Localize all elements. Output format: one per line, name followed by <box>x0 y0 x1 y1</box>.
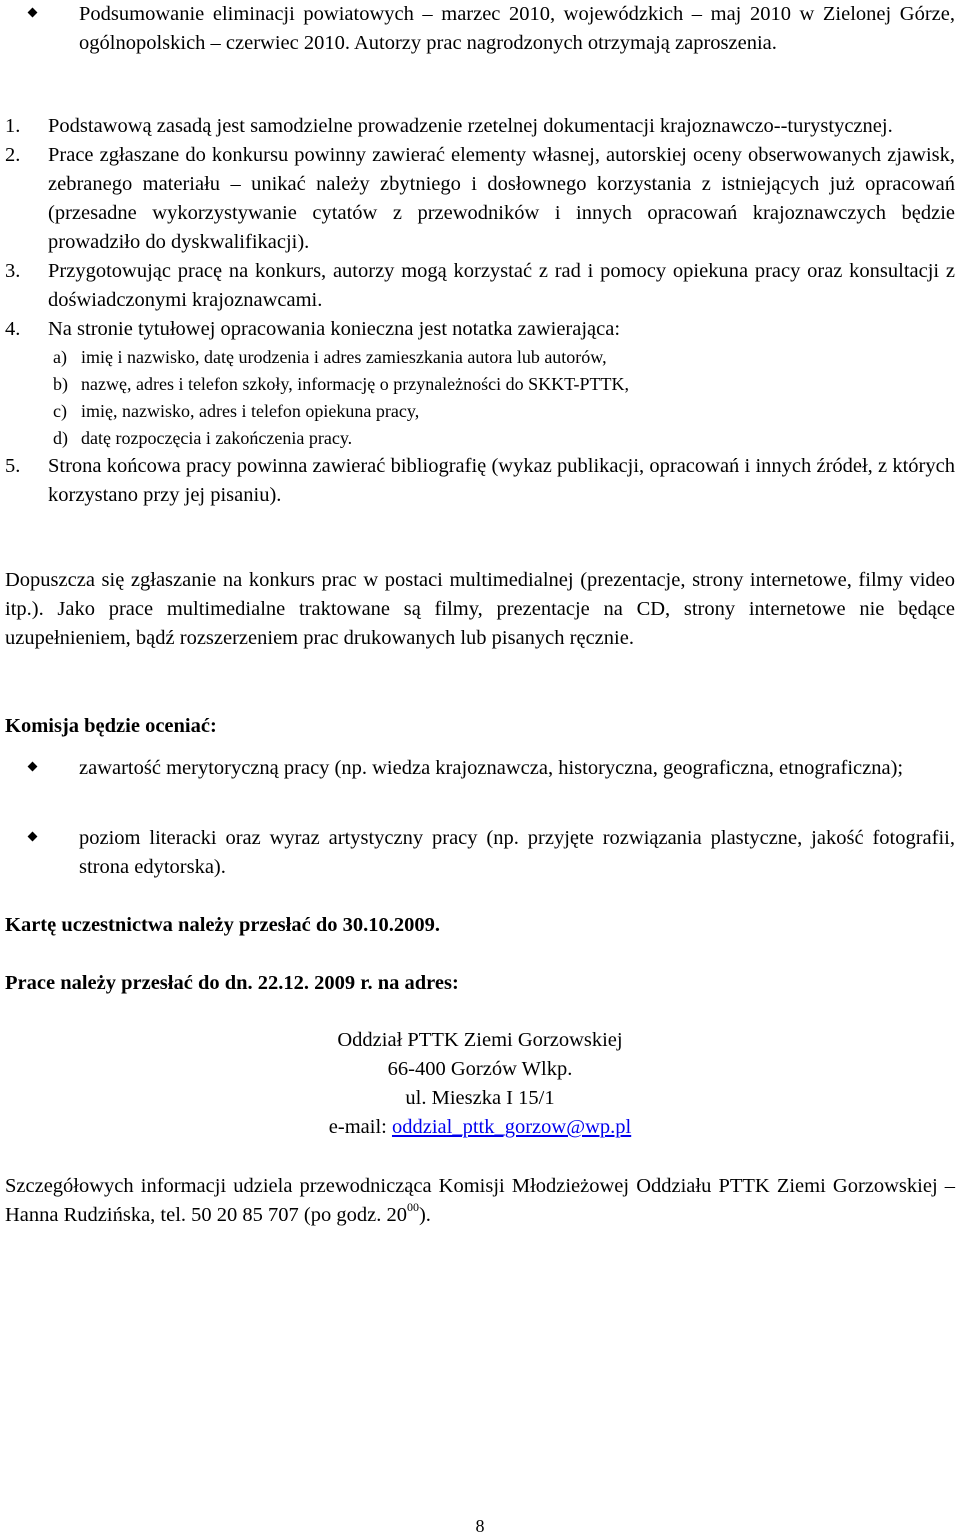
rule-item-5 <box>5 452 955 510</box>
address-email-line <box>5 1113 955 1142</box>
contact-paragraph <box>5 1172 955 1230</box>
sub-letter: a) <box>53 347 67 367</box>
diamond-bullet-icon <box>28 832 38 842</box>
sub-text: nazwę, adres i telefon szkoły, informację o przynależności do SKKT-PTTK, <box>81 374 629 394</box>
email-label: e-mail: <box>328 1116 392 1138</box>
sub-letter: c) <box>53 401 67 421</box>
sub-text: imię i nazwisko, datę urodzenia i adres zamieszkania autora lub autorów, <box>81 347 607 367</box>
commission-item-2 <box>5 824 955 882</box>
sub-text: imię, nazwisko, adres i telefon opiekuna pracy, <box>81 401 420 421</box>
rule-number: 5. <box>5 455 21 477</box>
sub-letter: d) <box>53 428 68 448</box>
rule-4-item-d <box>5 425 955 452</box>
diamond-bullet-icon <box>28 8 38 18</box>
page-number: 8 <box>475 1516 485 1536</box>
commission-item-1 <box>5 754 955 783</box>
rule-4-item-b <box>5 371 955 398</box>
rule-item-2 <box>5 141 955 257</box>
rule-4-item-a <box>5 344 955 371</box>
rule-4-item-c <box>5 398 955 425</box>
rule-item-3 <box>5 257 955 315</box>
commission-heading: Komisja będzie oceniać: <box>5 715 217 737</box>
rule-text: Przygotowując pracę na konkurs, autorzy mogą korzystać z rad i pomocy opiekuna pracy oraz konsultacji z doświadczonymi krajoznawcami. <box>48 260 955 311</box>
sub-letter: b) <box>53 374 68 394</box>
rule-text: Na stronie tytułowej opracowania konieczna jest notatka zawierająca: <box>48 318 621 340</box>
diamond-bullet-icon <box>28 762 38 772</box>
intro-bullet <box>5 0 955 58</box>
rule-text: Podstawową zasadą jest samodzielne prowadzenie rzetelnej dokumentacji krajoznawczo--turystycznej. <box>48 115 893 137</box>
commission-item-text: zawartość merytoryczną pracy (np. wiedza krajoznawcza, historyczna, geograficzna, etnograficzna); <box>79 757 904 779</box>
address-block <box>5 1026 955 1142</box>
rule-number: 3. <box>5 260 21 282</box>
sub-text: datę rozpoczęcia i zakończenia pracy. <box>81 428 353 448</box>
address-line-3: ul. Mieszka I 15/1 <box>405 1087 555 1109</box>
rule-number: 2. <box>5 144 21 166</box>
rule-number: 1. <box>5 115 21 137</box>
email-link[interactable]: oddzial_pttk_gorzow@wp.pl <box>391 1116 632 1138</box>
address-line-2: 66-400 Gorzów Wlkp. <box>387 1058 573 1080</box>
rule-item-4 <box>5 315 955 344</box>
address-line-1: Oddział PTTK Ziemi Gorzowskiej <box>337 1029 623 1051</box>
rule-item-1 <box>5 112 955 141</box>
rules-list <box>5 112 955 510</box>
rule-number: 4. <box>5 318 21 340</box>
contact-end: ). <box>418 1204 431 1226</box>
intro-bullet-text: Podsumowanie eliminacji powiatowych – marzec 2010, wojewódzkich – maj 2010 w Zielonej Górze, ogólnopolskich – czerwiec 2010. Autorzy prac nagrodzonych otrzymają zaproszenia. <box>79 3 955 54</box>
rule-text: Prace zgłaszane do konkursu powinny zawierać elementy własnej, autorskiej oceny obserwowanych zjawisk, zebranego materiału – unikać należy zbytniego i dosłownego korzystania z istniejących już opracowań (przesadne wykorzystywanie cytatów z przewodników i innych opracowań krajoznawczych będzie prowadziło do dyskwalifikacji). <box>48 144 955 253</box>
multimedia-paragraph: Dopuszcza się zgłaszanie na konkurs prac w postaci multimedialnej (prezentacje, strony internetowe, filmy video itp.). Jako prace multimedialne traktowane są filmy, prezentacje na CD, strony internetowe nie będące uzupełnieniem, bądź rozszerzeniem prac drukowanych lub pisanych ręcznie. <box>5 569 955 649</box>
deadline-work: Prace należy przesłać do dn. 22.12. 2009 r. na adres: <box>5 972 459 994</box>
commission-item-text: poziom literacki oraz wyraz artystyczny pracy (np. przyjęte rozwiązania plastyczne, jakość fotografii, strona edytorska). <box>79 827 955 878</box>
contact-text: Szczegółowych informacji udziela przewodnicząca Komisji Młodzieżowej Oddziału PTTK Ziemi Gorzowskiej – Hanna Rudzińska, tel. 50 20 85 707 (po godz. 20 <box>5 1175 955 1226</box>
contact-hour-superscript: 00 <box>406 1200 419 1214</box>
deadline-card: Kartę uczestnictwa należy przesłać do 30.10.2009. <box>5 914 440 936</box>
rule-text: Strona końcowa pracy powinna zawierać bibliografię (wykaz publikacji, opracowań i innych źródeł, z których korzystano przy jej pisaniu). <box>48 455 955 506</box>
rule-4-sublist <box>5 344 955 452</box>
